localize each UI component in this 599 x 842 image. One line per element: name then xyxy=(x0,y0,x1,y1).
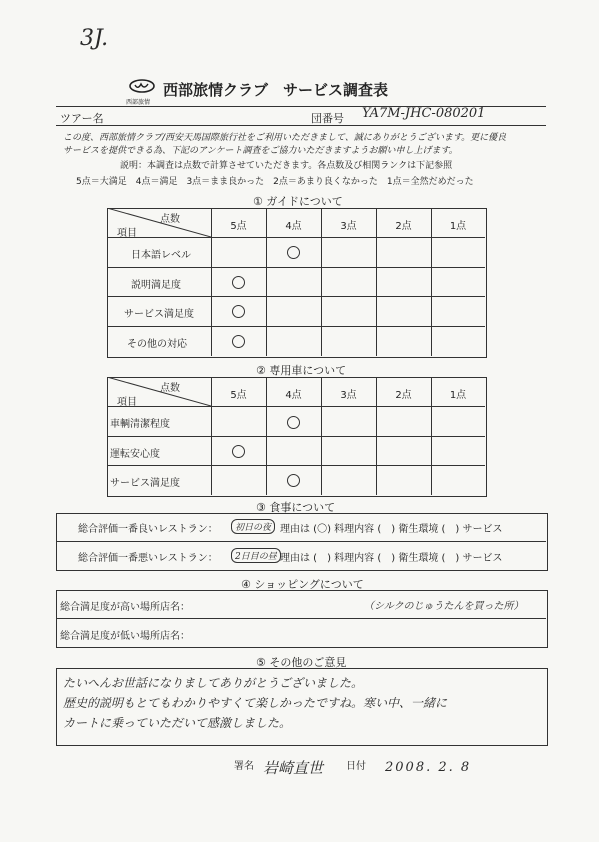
guide-header-items: 項目 xyxy=(117,228,137,239)
guide-col-3: 3点 xyxy=(340,221,357,232)
worst-restaurant-label: 総合評価一番悪いレストラン： xyxy=(78,553,218,564)
vehicle-col-2: 2点 xyxy=(395,390,412,401)
guide-header-points: 点数 xyxy=(160,214,180,225)
best-restaurant-value: 初日の夜 xyxy=(231,519,275,534)
vehicle-score-mark[interactable] xyxy=(287,416,300,429)
intro-line-3: 説明：本調査は点数で計算させていただきます。各点数及び相関ランクは下記参照 xyxy=(120,161,453,171)
guide-col-2: 2点 xyxy=(395,221,412,232)
opinion-line: 歴史的説明もとてもわかりやすくて楽しかったですね。寒い中、一緒に xyxy=(63,696,448,710)
score-scale: 5点＝大満足 4点＝満足 3点＝まま良かった 2点＝あまり良くなかった 1点＝全然だめだった xyxy=(76,177,474,187)
guide-col-1: 1点 xyxy=(449,221,467,232)
guide-section-title: ① ガイドについて xyxy=(253,195,343,208)
vehicle-col-3: 3点 xyxy=(340,390,357,401)
guide-score-mark[interactable] xyxy=(232,335,245,348)
guide-row-label: 日本語レベル xyxy=(131,250,191,261)
date-label: 日付 xyxy=(346,761,366,772)
low-satisfaction-shop-label: 総合満足度が低い場所店名： xyxy=(60,631,190,642)
vehicle-row-label: 車輌清潔程度 xyxy=(110,419,170,430)
logo-label: 西部旅情 xyxy=(126,99,151,106)
guide-row-label: サービス満足度 xyxy=(124,309,194,320)
corner-note: 3J. xyxy=(80,26,109,51)
vehicle-row-label: サービス満足度 xyxy=(110,478,180,489)
guide-row-label: その他の対応 xyxy=(127,339,187,350)
opinion-line: たいへんお世話になりましてありがとうございました。 xyxy=(63,676,364,690)
high-satisfaction-shop-value: （シルクのじゅうたんを買った所） xyxy=(364,601,524,612)
guide-score-mark[interactable] xyxy=(232,276,245,289)
vehicle-row-label: 運転安心度 xyxy=(110,449,160,460)
opinion-line: カートに乗っていただいて感激しました。 xyxy=(63,716,292,730)
shopping-section-title: ④ ショッピングについて xyxy=(241,578,364,591)
best-restaurant-reason: 理由は (〇) 料理内容 ( ) 衛生環境 ( ) サービス xyxy=(280,524,503,535)
guide-col-4: 4点 xyxy=(285,221,302,232)
guide-col-5: 5点 xyxy=(230,221,247,232)
company-logo-icon xyxy=(127,79,157,97)
intro-line-1: この度、西部旅情クラブ/西安天馬国際旅行社をご利用いただきまして、誠にありがとうございます。更に優良 xyxy=(63,133,507,143)
meal-section-title: ③ 食事について xyxy=(256,501,336,514)
vehicle-header-items: 項目 xyxy=(117,397,137,408)
signature-label: 署名 xyxy=(234,761,254,772)
vehicle-section-title: ② 専用車について xyxy=(256,364,347,377)
vehicle-score-mark[interactable] xyxy=(232,445,245,458)
opinion-section-title: ⑤ その他のご意見 xyxy=(256,656,347,669)
guide-score-mark[interactable] xyxy=(232,305,245,318)
tour-name-label: ツアー名 xyxy=(60,112,104,125)
group-number-label: 団番号 xyxy=(311,112,344,125)
worst-restaurant-reason: 理由は ( ) 料理内容 ( ) 衛生環境 ( ) サービス xyxy=(280,553,503,564)
guide-score-mark[interactable] xyxy=(287,246,300,259)
intro-line-2: サービスを提供できる為、下記のアンケート調査をご協力いただきますようお願い申し上げます。 xyxy=(63,146,458,156)
best-restaurant-label: 総合評価一番良いレストラン： xyxy=(78,524,218,535)
signature-value: 岩崎直世 xyxy=(263,759,324,777)
page-title: 西部旅情クラブ サービス調査表 xyxy=(163,81,389,99)
vehicle-score-mark[interactable] xyxy=(287,474,300,487)
date-value: 2008. 2. 8 xyxy=(385,760,472,775)
vehicle-col-1: 1点 xyxy=(449,390,467,401)
group-number-value: YA7M-JHC-080201 xyxy=(362,106,486,121)
high-satisfaction-shop-label: 総合満足度が高い場所店名： xyxy=(60,602,190,613)
worst-restaurant-value: 2日目の昼 xyxy=(231,548,281,563)
vehicle-col-5: 5点 xyxy=(230,390,247,401)
guide-row-label: 説明満足度 xyxy=(131,280,181,291)
vehicle-header-points: 点数 xyxy=(160,383,180,394)
vehicle-col-4: 4点 xyxy=(285,390,302,401)
